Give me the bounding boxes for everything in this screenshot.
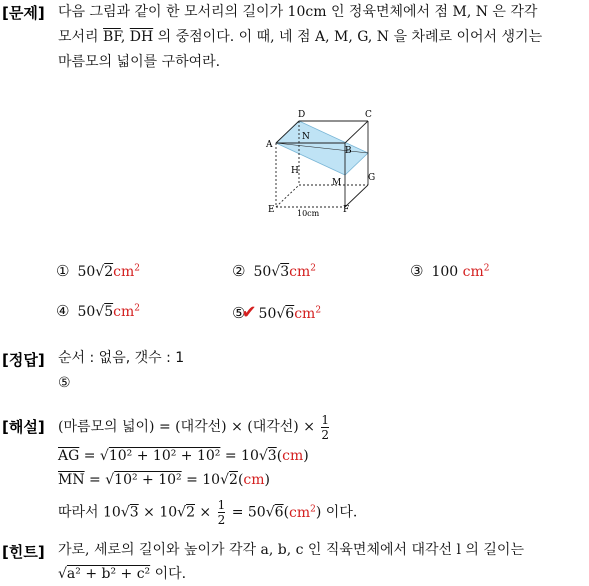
answer-line-1: 순서 : 없음, 갯수 : 1 <box>58 350 185 366</box>
label-b: B <box>345 146 352 156</box>
label-m: M <box>332 178 342 188</box>
label-e: E <box>268 205 275 215</box>
problem-line-3: 마름모의 넓이를 구하여라. <box>58 54 221 70</box>
label-h: H <box>291 166 299 176</box>
dimension-label: 10cm <box>297 209 320 216</box>
problem-line-1: 다음 그림과 같이 한 모서리의 길이가 10cm 인 정육면체에서 점 M, N 은 각각 <box>58 4 538 20</box>
answer-line-2: ⑤ <box>58 375 71 391</box>
choice-3[interactable]: ③ 100 $cm^2$ <box>410 262 490 280</box>
solution-line-2: $\overline{AG} = √10^2 + 10^2 + 10^2 = 10√3(cm)$ <box>58 448 309 464</box>
problem-tag: [문제] <box>2 4 45 22</box>
solution-line-4: 따라서 10√3 × 10√2 × $\frac{1}{2}$ = $50√6(cm^2)$ 이다. <box>58 498 358 528</box>
segment-bf: $\overline{BF}$ <box>103 29 121 45</box>
label-g: G <box>368 173 376 183</box>
fraction-half-2: $\frac{1}{2}$ <box>217 498 226 528</box>
choice-4[interactable]: ④ $50√5cm^2$ <box>56 302 140 320</box>
solution-line-3: $\overline{MN} = √10^2 + 10^2 = 10√2(cm)$ <box>58 472 270 488</box>
hint-line-1: 가로, 세로의 길이와 높이가 각각 a, b, c 인 직육면체에서 대각선 l 의 길이는 <box>58 542 524 558</box>
problem-line-2: 모서리 $\overline{BF}$, $\overline{DH}$ 의 중점이다. 이 때, 네 점 A, M, G, N 을 차례로 이어서 생기는 <box>58 29 543 45</box>
solution-tag: [해설] <box>2 418 45 436</box>
label-f: F <box>343 205 350 215</box>
choice-1[interactable]: ① $50√2cm^2$ <box>56 262 140 280</box>
check-icon: ✔ <box>241 302 257 323</box>
label-d: D <box>298 110 306 120</box>
answer-tag: [정답] <box>2 351 45 369</box>
hint-line-2: √a² + b² + c² 이다. <box>58 566 187 582</box>
label-n: N <box>302 132 310 142</box>
label-a: A <box>266 140 273 150</box>
cube-figure <box>262 106 392 216</box>
solution-line-1: (마름모의 넓이) = (대각선) × (대각선) × $\frac{1}{2}$ <box>58 412 330 442</box>
choice-5[interactable]: ⑤✔ $50√6cm^2$ <box>232 302 322 323</box>
fraction-half: $\frac{1}{2}$ <box>321 412 330 442</box>
choice-2[interactable]: ② $50√3cm^2$ <box>232 262 316 280</box>
problem-text <box>58 0 583 75</box>
label-c: C <box>365 110 372 120</box>
hint-tag: [힌트] <box>2 543 45 561</box>
segment-dh: $\overline{DH}$ <box>129 29 154 45</box>
